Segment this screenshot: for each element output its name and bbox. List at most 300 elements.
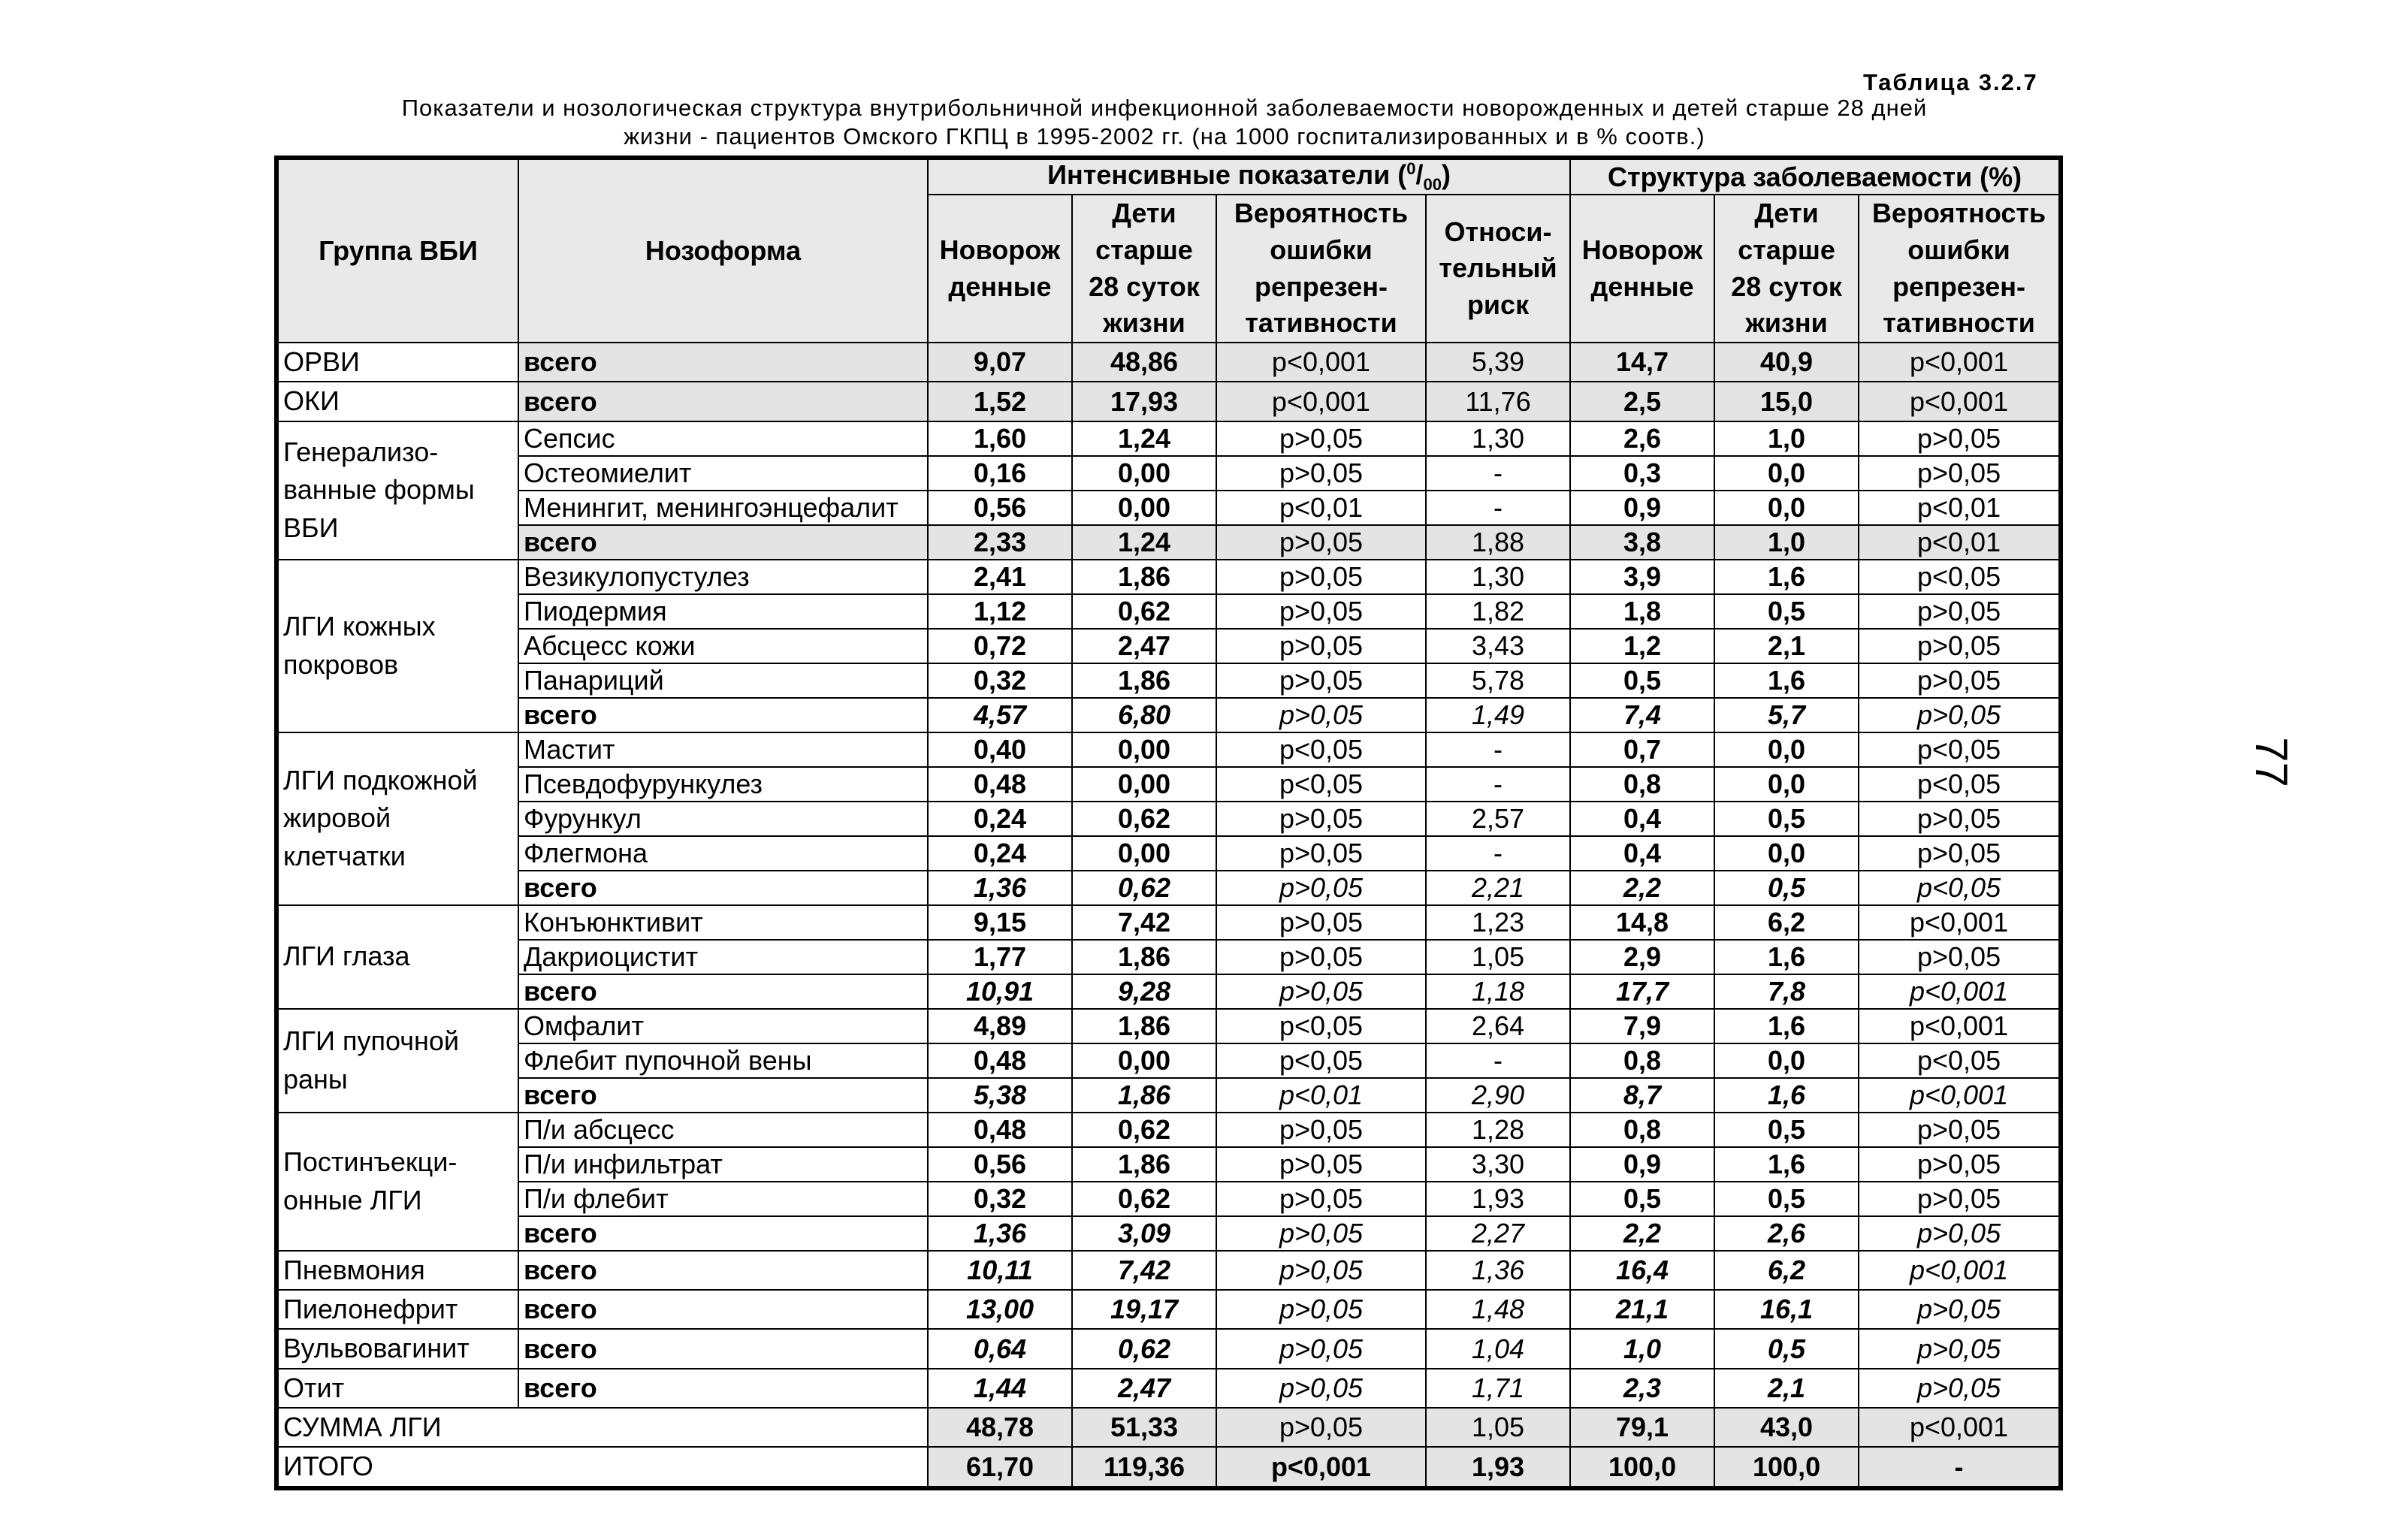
relative-risk-cell: 1,18: [1426, 974, 1570, 1009]
probability-cell: p>0,05: [1216, 1216, 1426, 1251]
share-probability-cell: -: [1859, 1447, 2061, 1487]
newborn-share-cell: 8,7: [1570, 1078, 1714, 1113]
share-probability-cell: p>0,05: [1859, 940, 2061, 974]
probability-cell: p>0,05: [1216, 802, 1426, 836]
table-caption-line2: жизни - пациентов Омского ГКПЦ в 1995-2002 гг. (на 1000 госпитализированных и в % соотв.): [624, 123, 1705, 149]
children-share-cell: 1,6: [1714, 1078, 1859, 1113]
children-share-cell: 6,2: [1714, 1251, 1859, 1290]
relative-risk-cell: -: [1426, 836, 1570, 871]
share-probability-cell: p>0,05: [1859, 629, 2061, 663]
nosoform-cell: П/и инфильтрат: [518, 1147, 928, 1182]
newborn-share-cell: 3,8: [1570, 525, 1714, 560]
table-row: [276, 732, 2061, 767]
newborn-rate-cell: 1,77: [928, 940, 1072, 974]
table-row: [276, 1216, 2061, 1251]
newborn-share-cell: 0,3: [1570, 456, 1714, 491]
children-share-cell: 100,0: [1714, 1447, 1859, 1487]
group-cell: Пиелонефрит: [276, 1290, 518, 1329]
group-cell: ИТОГО: [276, 1447, 928, 1487]
table-row: [276, 1147, 2061, 1182]
children-share-cell: 0,5: [1714, 871, 1859, 905]
table-row: [276, 905, 2061, 940]
relative-risk-cell: 1,30: [1426, 421, 1570, 456]
children-rate-cell: 2,47: [1072, 629, 1216, 663]
share-probability-cell: p>0,05: [1859, 1216, 2061, 1251]
newborn-rate-cell: 0,32: [928, 663, 1072, 698]
newborn-rate-cell: 0,24: [928, 802, 1072, 836]
children-share-cell: 0,0: [1714, 732, 1859, 767]
table-number: Таблица 3.2.7: [1863, 69, 2038, 95]
children-rate-cell: 7,42: [1072, 1251, 1216, 1290]
nosoform-cell: Панариций: [518, 663, 928, 698]
share-probability-cell: p<0,001: [1859, 974, 2061, 1009]
newborn-rate-cell: 48,78: [928, 1408, 1072, 1447]
page-number: 77: [2246, 737, 2297, 787]
probability-cell: p>0,05: [1216, 421, 1426, 456]
newborn-rate-cell: 0,24: [928, 836, 1072, 871]
newborn-share-cell: 14,7: [1570, 343, 1714, 382]
table-row: [276, 525, 2061, 560]
newborn-rate-cell: 0,48: [928, 767, 1072, 802]
table-row: [276, 1182, 2061, 1216]
header-rr: Относи- тельный риск: [1426, 195, 1570, 342]
nosoform-cell: Омфалит: [518, 1009, 928, 1043]
probability-cell: p>0,05: [1216, 1329, 1426, 1368]
group-cell: Постинъекци- онные ЛГИ: [276, 1113, 518, 1251]
share-probability-cell: p<0,05: [1859, 732, 2061, 767]
probability-cell: p<0,01: [1216, 1078, 1426, 1113]
table-row: [276, 491, 2061, 525]
share-probability-cell: p>0,05: [1859, 594, 2061, 629]
children-rate-cell: 1,86: [1072, 663, 1216, 698]
probability-cell: p<0,001: [1216, 1447, 1426, 1487]
table-row: [276, 1251, 2061, 1290]
share-probability-cell: p>0,05: [1859, 698, 2061, 732]
children-rate-cell: 0,62: [1072, 594, 1216, 629]
newborn-share-cell: 0,9: [1570, 491, 1714, 525]
relative-risk-cell: 3,43: [1426, 629, 1570, 663]
children-share-cell: 0,0: [1714, 491, 1859, 525]
nosoform-cell: П/и абсцесс: [518, 1113, 928, 1147]
share-probability-cell: p>0,05: [1859, 1329, 2061, 1368]
nosoform-cell: Мастит: [518, 732, 928, 767]
relative-risk-cell: -: [1426, 456, 1570, 491]
nosoform-cell: Остеомиелит: [518, 456, 928, 491]
newborn-share-cell: 2,2: [1570, 871, 1714, 905]
children-share-cell: 7,8: [1714, 974, 1859, 1009]
newborn-share-cell: 1,2: [1570, 629, 1714, 663]
relative-risk-cell: 1,48: [1426, 1290, 1570, 1329]
table-row: [276, 1043, 2061, 1078]
newborn-share-cell: 1,8: [1570, 594, 1714, 629]
group-cell: ОКИ: [276, 382, 518, 421]
newborn-share-cell: 2,6: [1570, 421, 1714, 456]
relative-risk-cell: 1,05: [1426, 1408, 1570, 1447]
newborn-rate-cell: 10,11: [928, 1251, 1072, 1290]
relative-risk-cell: 1,23: [1426, 905, 1570, 940]
newborn-rate-cell: 1,36: [928, 1216, 1072, 1251]
probability-cell: p>0,05: [1216, 456, 1426, 491]
share-probability-cell: p>0,05: [1859, 1182, 2061, 1216]
newborn-share-cell: 1,0: [1570, 1329, 1714, 1368]
newborn-share-cell: 0,9: [1570, 1147, 1714, 1182]
nosoform-cell: всего: [518, 1078, 928, 1113]
probability-cell: p>0,05: [1216, 594, 1426, 629]
share-probability-cell: p>0,05: [1859, 421, 2061, 456]
probability-cell: p>0,05: [1216, 1147, 1426, 1182]
table-row: [276, 421, 2061, 456]
newborn-share-cell: 2,5: [1570, 382, 1714, 421]
share-probability-cell: p>0,05: [1859, 836, 2061, 871]
newborn-rate-cell: 1,60: [928, 421, 1072, 456]
newborn-share-cell: 14,8: [1570, 905, 1714, 940]
relative-risk-cell: 5,39: [1426, 343, 1570, 382]
probability-cell: p<0,05: [1216, 732, 1426, 767]
nosoform-cell: Сепсис: [518, 421, 928, 456]
children-share-cell: 0,5: [1714, 1329, 1859, 1368]
group-cell: Пневмония: [276, 1251, 518, 1290]
children-rate-cell: 0,00: [1072, 732, 1216, 767]
children-share-cell: 15,0: [1714, 382, 1859, 421]
children-rate-cell: 0,00: [1072, 836, 1216, 871]
header-intensive-close: ): [1441, 159, 1451, 190]
nosoform-cell: Конъюнктивит: [518, 905, 928, 940]
nosoform-cell: всего: [518, 1290, 928, 1329]
children-share-cell: 0,0: [1714, 456, 1859, 491]
children-share-cell: 1,6: [1714, 663, 1859, 698]
relative-risk-cell: 3,30: [1426, 1147, 1570, 1182]
newborn-rate-cell: 0,64: [928, 1329, 1072, 1368]
children-share-cell: 0,0: [1714, 1043, 1859, 1078]
probability-cell: p>0,05: [1216, 871, 1426, 905]
probability-cell: p<0,001: [1216, 343, 1426, 382]
header-children-pct: Дети старше 28 суток жизни: [1714, 195, 1859, 342]
relative-risk-cell: -: [1426, 491, 1570, 525]
table-row: [276, 1009, 2061, 1043]
newborn-rate-cell: 9,07: [928, 343, 1072, 382]
nosoform-cell: всего: [518, 1251, 928, 1290]
probability-cell: p>0,05: [1216, 663, 1426, 698]
newborn-rate-cell: 0,72: [928, 629, 1072, 663]
children-share-cell: 40,9: [1714, 343, 1859, 382]
probability-cell: p>0,05: [1216, 836, 1426, 871]
relative-risk-cell: 2,57: [1426, 802, 1570, 836]
newborn-rate-cell: 1,36: [928, 871, 1072, 905]
table-row: [276, 871, 2061, 905]
header-structure: Структура заболеваемости (%): [1570, 158, 2061, 195]
children-rate-cell: 3,09: [1072, 1216, 1216, 1251]
children-rate-cell: 2,47: [1072, 1369, 1216, 1408]
children-rate-cell: 0,00: [1072, 1043, 1216, 1078]
table-row: [276, 767, 2061, 802]
newborn-share-cell: 79,1: [1570, 1408, 1714, 1447]
children-share-cell: 2,6: [1714, 1216, 1859, 1251]
group-cell: ЛГИ кожных покровов: [276, 560, 518, 732]
share-probability-cell: p<0,05: [1859, 767, 2061, 802]
children-rate-cell: 0,62: [1072, 1329, 1216, 1368]
newborn-rate-cell: 10,91: [928, 974, 1072, 1009]
header-intensive: Интенсивные показатели $(^0/_{00})$: [928, 158, 1570, 195]
children-share-cell: 1,6: [1714, 1147, 1859, 1182]
nosoform-cell: Псевдофурункулез: [518, 767, 928, 802]
nosoform-cell: Дакриоцистит: [518, 940, 928, 974]
probability-cell: p>0,05: [1216, 525, 1426, 560]
newborn-share-cell: 7,9: [1570, 1009, 1714, 1043]
probability-cell: p>0,05: [1216, 1182, 1426, 1216]
newborn-rate-cell: 0,32: [928, 1182, 1072, 1216]
newborn-share-cell: 17,7: [1570, 974, 1714, 1009]
header-intensive-sup: 0: [1406, 159, 1416, 178]
newborn-rate-cell: 13,00: [928, 1290, 1072, 1329]
children-share-cell: 16,1: [1714, 1290, 1859, 1329]
newborn-rate-cell: 0,40: [928, 732, 1072, 767]
nosoform-cell: всего: [518, 343, 928, 382]
relative-risk-cell: -: [1426, 732, 1570, 767]
newborn-share-cell: 0,4: [1570, 802, 1714, 836]
nosoform-cell: Абсцесс кожи: [518, 629, 928, 663]
table-row: [276, 560, 2061, 594]
children-rate-cell: 0,62: [1072, 1182, 1216, 1216]
share-probability-cell: p<0,01: [1859, 525, 2061, 560]
share-probability-cell: p<0,001: [1859, 1078, 2061, 1113]
newborn-rate-cell: 0,16: [928, 456, 1072, 491]
group-cell: ЛГИ подкожной жировой клетчатки: [276, 732, 518, 905]
share-probability-cell: p>0,05: [1859, 456, 2061, 491]
probability-cell: p<0,01: [1216, 491, 1426, 525]
header-newborn: Новорож денные: [928, 195, 1072, 342]
relative-risk-cell: 1,88: [1426, 525, 1570, 560]
children-rate-cell: 6,80: [1072, 698, 1216, 732]
share-probability-cell: p<0,05: [1859, 871, 2061, 905]
table-row: [276, 802, 2061, 836]
probability-cell: p<0,05: [1216, 1009, 1426, 1043]
table-row: [276, 1447, 2061, 1487]
nosoform-cell: Флебит пупочной вены: [518, 1043, 928, 1078]
relative-risk-cell: 1,30: [1426, 560, 1570, 594]
nosoform-cell: всего: [518, 1216, 928, 1251]
nosoform-cell: всего: [518, 698, 928, 732]
newborn-share-cell: 21,1: [1570, 1290, 1714, 1329]
newborn-rate-cell: 1,44: [928, 1369, 1072, 1408]
relative-risk-cell: 1,93: [1426, 1447, 1570, 1487]
newborn-rate-cell: 1,52: [928, 382, 1072, 421]
children-share-cell: 0,5: [1714, 1182, 1859, 1216]
header-prob: Вероятность ошибки репрезен- тативности: [1216, 195, 1426, 342]
relative-risk-cell: 2,64: [1426, 1009, 1570, 1043]
children-rate-cell: 0,62: [1072, 871, 1216, 905]
children-rate-cell: 0,00: [1072, 767, 1216, 802]
group-cell: ОРВИ: [276, 343, 518, 382]
group-cell: ЛГИ глаза: [276, 905, 518, 1009]
newborn-share-cell: 0,8: [1570, 1113, 1714, 1147]
share-probability-cell: p>0,05: [1859, 802, 2061, 836]
newborn-share-cell: 0,4: [1570, 836, 1714, 871]
nosoform-cell: всего: [518, 871, 928, 905]
nosoform-cell: всего: [518, 382, 928, 421]
group-cell: Генерализо- ванные формы ВБИ: [276, 421, 518, 560]
children-rate-cell: 1,24: [1072, 525, 1216, 560]
children-share-cell: 1,6: [1714, 1009, 1859, 1043]
share-probability-cell: p>0,05: [1859, 663, 2061, 698]
children-share-cell: 0,5: [1714, 802, 1859, 836]
share-probability-cell: p>0,05: [1859, 1147, 2061, 1182]
children-share-cell: 1,6: [1714, 560, 1859, 594]
table-row: [276, 1329, 2061, 1368]
data-table: [274, 156, 2063, 1490]
header-intensive-text: Интенсивные показатели (: [1047, 159, 1407, 190]
children-share-cell: 1,0: [1714, 525, 1859, 560]
share-probability-cell: p<0,01: [1859, 491, 2061, 525]
table-row: [276, 1408, 2061, 1447]
newborn-share-cell: 0,5: [1570, 663, 1714, 698]
relative-risk-cell: 1,04: [1426, 1329, 1570, 1368]
relative-risk-cell: 1,93: [1426, 1182, 1570, 1216]
newborn-share-cell: 0,8: [1570, 1043, 1714, 1078]
share-probability-cell: p<0,001: [1859, 382, 2061, 421]
probability-cell: p>0,05: [1216, 629, 1426, 663]
table-row: [276, 343, 2061, 382]
table-row: [276, 1290, 2061, 1329]
nosoform-cell: всего: [518, 974, 928, 1009]
header-nosoform: Нозоформа: [518, 158, 928, 343]
relative-risk-cell: 1,05: [1426, 940, 1570, 974]
newborn-share-cell: 100,0: [1570, 1447, 1714, 1487]
probability-cell: p>0,05: [1216, 1113, 1426, 1147]
table-row: [276, 663, 2061, 698]
children-rate-cell: 9,28: [1072, 974, 1216, 1009]
children-share-cell: 2,1: [1714, 629, 1859, 663]
nosoform-cell: всего: [518, 1329, 928, 1368]
newborn-rate-cell: 0,56: [928, 1147, 1072, 1182]
children-rate-cell: 0,62: [1072, 802, 1216, 836]
share-probability-cell: p>0,05: [1859, 1113, 2061, 1147]
header-children: Дети старше 28 суток жизни: [1072, 195, 1216, 342]
table-row: [276, 1113, 2061, 1147]
children-rate-cell: 1,86: [1072, 940, 1216, 974]
table-row: [276, 1369, 2061, 1408]
relative-risk-cell: -: [1426, 767, 1570, 802]
newborn-rate-cell: 4,89: [928, 1009, 1072, 1043]
probability-cell: p>0,05: [1216, 1251, 1426, 1290]
share-probability-cell: p<0,001: [1859, 905, 2061, 940]
nosoform-cell: П/и флебит: [518, 1182, 928, 1216]
children-share-cell: 1,0: [1714, 421, 1859, 456]
table-caption-line1: Показатели и нозологическая структура внутрибольничной инфекционной заболеваемости новорожденных и детей старше 28 дней: [401, 95, 1928, 121]
newborn-share-cell: 2,3: [1570, 1369, 1714, 1408]
newborn-rate-cell: 0,56: [928, 491, 1072, 525]
relative-risk-cell: 1,36: [1426, 1251, 1570, 1290]
header-intensive-sub: 00: [1423, 175, 1442, 195]
newborn-share-cell: 2,2: [1570, 1216, 1714, 1251]
newborn-share-cell: 0,7: [1570, 732, 1714, 767]
children-rate-cell: 0,62: [1072, 1113, 1216, 1147]
probability-cell: p<0,05: [1216, 1043, 1426, 1078]
table-row: [276, 456, 2061, 491]
newborn-rate-cell: 61,70: [928, 1447, 1072, 1487]
newborn-rate-cell: 9,15: [928, 905, 1072, 940]
children-share-cell: 0,0: [1714, 767, 1859, 802]
group-cell: ЛГИ пупочной раны: [276, 1009, 518, 1113]
children-rate-cell: 119,36: [1072, 1447, 1216, 1487]
table-row: [276, 974, 2061, 1009]
group-cell: Отит: [276, 1369, 518, 1408]
probability-cell: p>0,05: [1216, 940, 1426, 974]
table-row: [276, 594, 2061, 629]
header-newborn-pct: Новорож денные: [1570, 195, 1714, 342]
children-rate-cell: 19,17: [1072, 1290, 1216, 1329]
relative-risk-cell: 2,27: [1426, 1216, 1570, 1251]
probability-cell: p>0,05: [1216, 905, 1426, 940]
children-rate-cell: 17,93: [1072, 382, 1216, 421]
share-probability-cell: p>0,05: [1859, 1290, 2061, 1329]
table-row: [276, 836, 2061, 871]
nosoform-cell: Флегмона: [518, 836, 928, 871]
probability-cell: p>0,05: [1216, 698, 1426, 732]
children-rate-cell: 0,00: [1072, 456, 1216, 491]
group-cell: Вульвовагинит: [276, 1329, 518, 1368]
newborn-rate-cell: 2,33: [928, 525, 1072, 560]
children-rate-cell: 7,42: [1072, 905, 1216, 940]
relative-risk-cell: 1,71: [1426, 1369, 1570, 1408]
nosoform-cell: всего: [518, 1369, 928, 1408]
share-probability-cell: p<0,05: [1859, 1043, 2061, 1078]
newborn-rate-cell: 0,48: [928, 1043, 1072, 1078]
probability-cell: p>0,05: [1216, 974, 1426, 1009]
probability-cell: p>0,05: [1216, 1290, 1426, 1329]
nosoform-cell: Везикулопустулез: [518, 560, 928, 594]
children-share-cell: 43,0: [1714, 1408, 1859, 1447]
newborn-rate-cell: 0,48: [928, 1113, 1072, 1147]
nosoform-cell: Пиодермия: [518, 594, 928, 629]
relative-risk-cell: 2,90: [1426, 1078, 1570, 1113]
children-share-cell: 2,1: [1714, 1369, 1859, 1408]
share-probability-cell: p<0,001: [1859, 1408, 2061, 1447]
children-rate-cell: 1,24: [1072, 421, 1216, 456]
share-probability-cell: p<0,05: [1859, 560, 2061, 594]
table-row: [276, 382, 2061, 421]
newborn-rate-cell: 4,57: [928, 698, 1072, 732]
probability-cell: p<0,001: [1216, 382, 1426, 421]
children-rate-cell: 51,33: [1072, 1408, 1216, 1447]
newborn-share-cell: 0,5: [1570, 1182, 1714, 1216]
table-row: [276, 698, 2061, 732]
newborn-share-cell: 7,4: [1570, 698, 1714, 732]
newborn-rate-cell: 5,38: [928, 1078, 1072, 1113]
children-rate-cell: 1,86: [1072, 1009, 1216, 1043]
relative-risk-cell: 11,76: [1426, 382, 1570, 421]
header-group: Группа ВБИ: [276, 158, 518, 343]
children-rate-cell: 1,86: [1072, 1078, 1216, 1113]
children-rate-cell: 0,00: [1072, 491, 1216, 525]
relative-risk-cell: -: [1426, 1043, 1570, 1078]
newborn-rate-cell: 1,12: [928, 594, 1072, 629]
newborn-share-cell: 2,9: [1570, 940, 1714, 974]
children-rate-cell: 1,86: [1072, 560, 1216, 594]
table-row: [276, 629, 2061, 663]
children-share-cell: 0,0: [1714, 836, 1859, 871]
group-cell: СУММА ЛГИ: [276, 1408, 928, 1447]
probability-cell: p<0,05: [1216, 767, 1426, 802]
header-prob-pct: Вероятность ошибки репрезен- тативности: [1859, 195, 2061, 342]
children-share-cell: 0,5: [1714, 594, 1859, 629]
table-row: [276, 940, 2061, 974]
relative-risk-cell: 1,49: [1426, 698, 1570, 732]
share-probability-cell: p<0,001: [1859, 1251, 2061, 1290]
relative-risk-cell: 1,82: [1426, 594, 1570, 629]
newborn-share-cell: 0,8: [1570, 767, 1714, 802]
relative-risk-cell: 1,28: [1426, 1113, 1570, 1147]
share-probability-cell: p<0,001: [1859, 343, 2061, 382]
